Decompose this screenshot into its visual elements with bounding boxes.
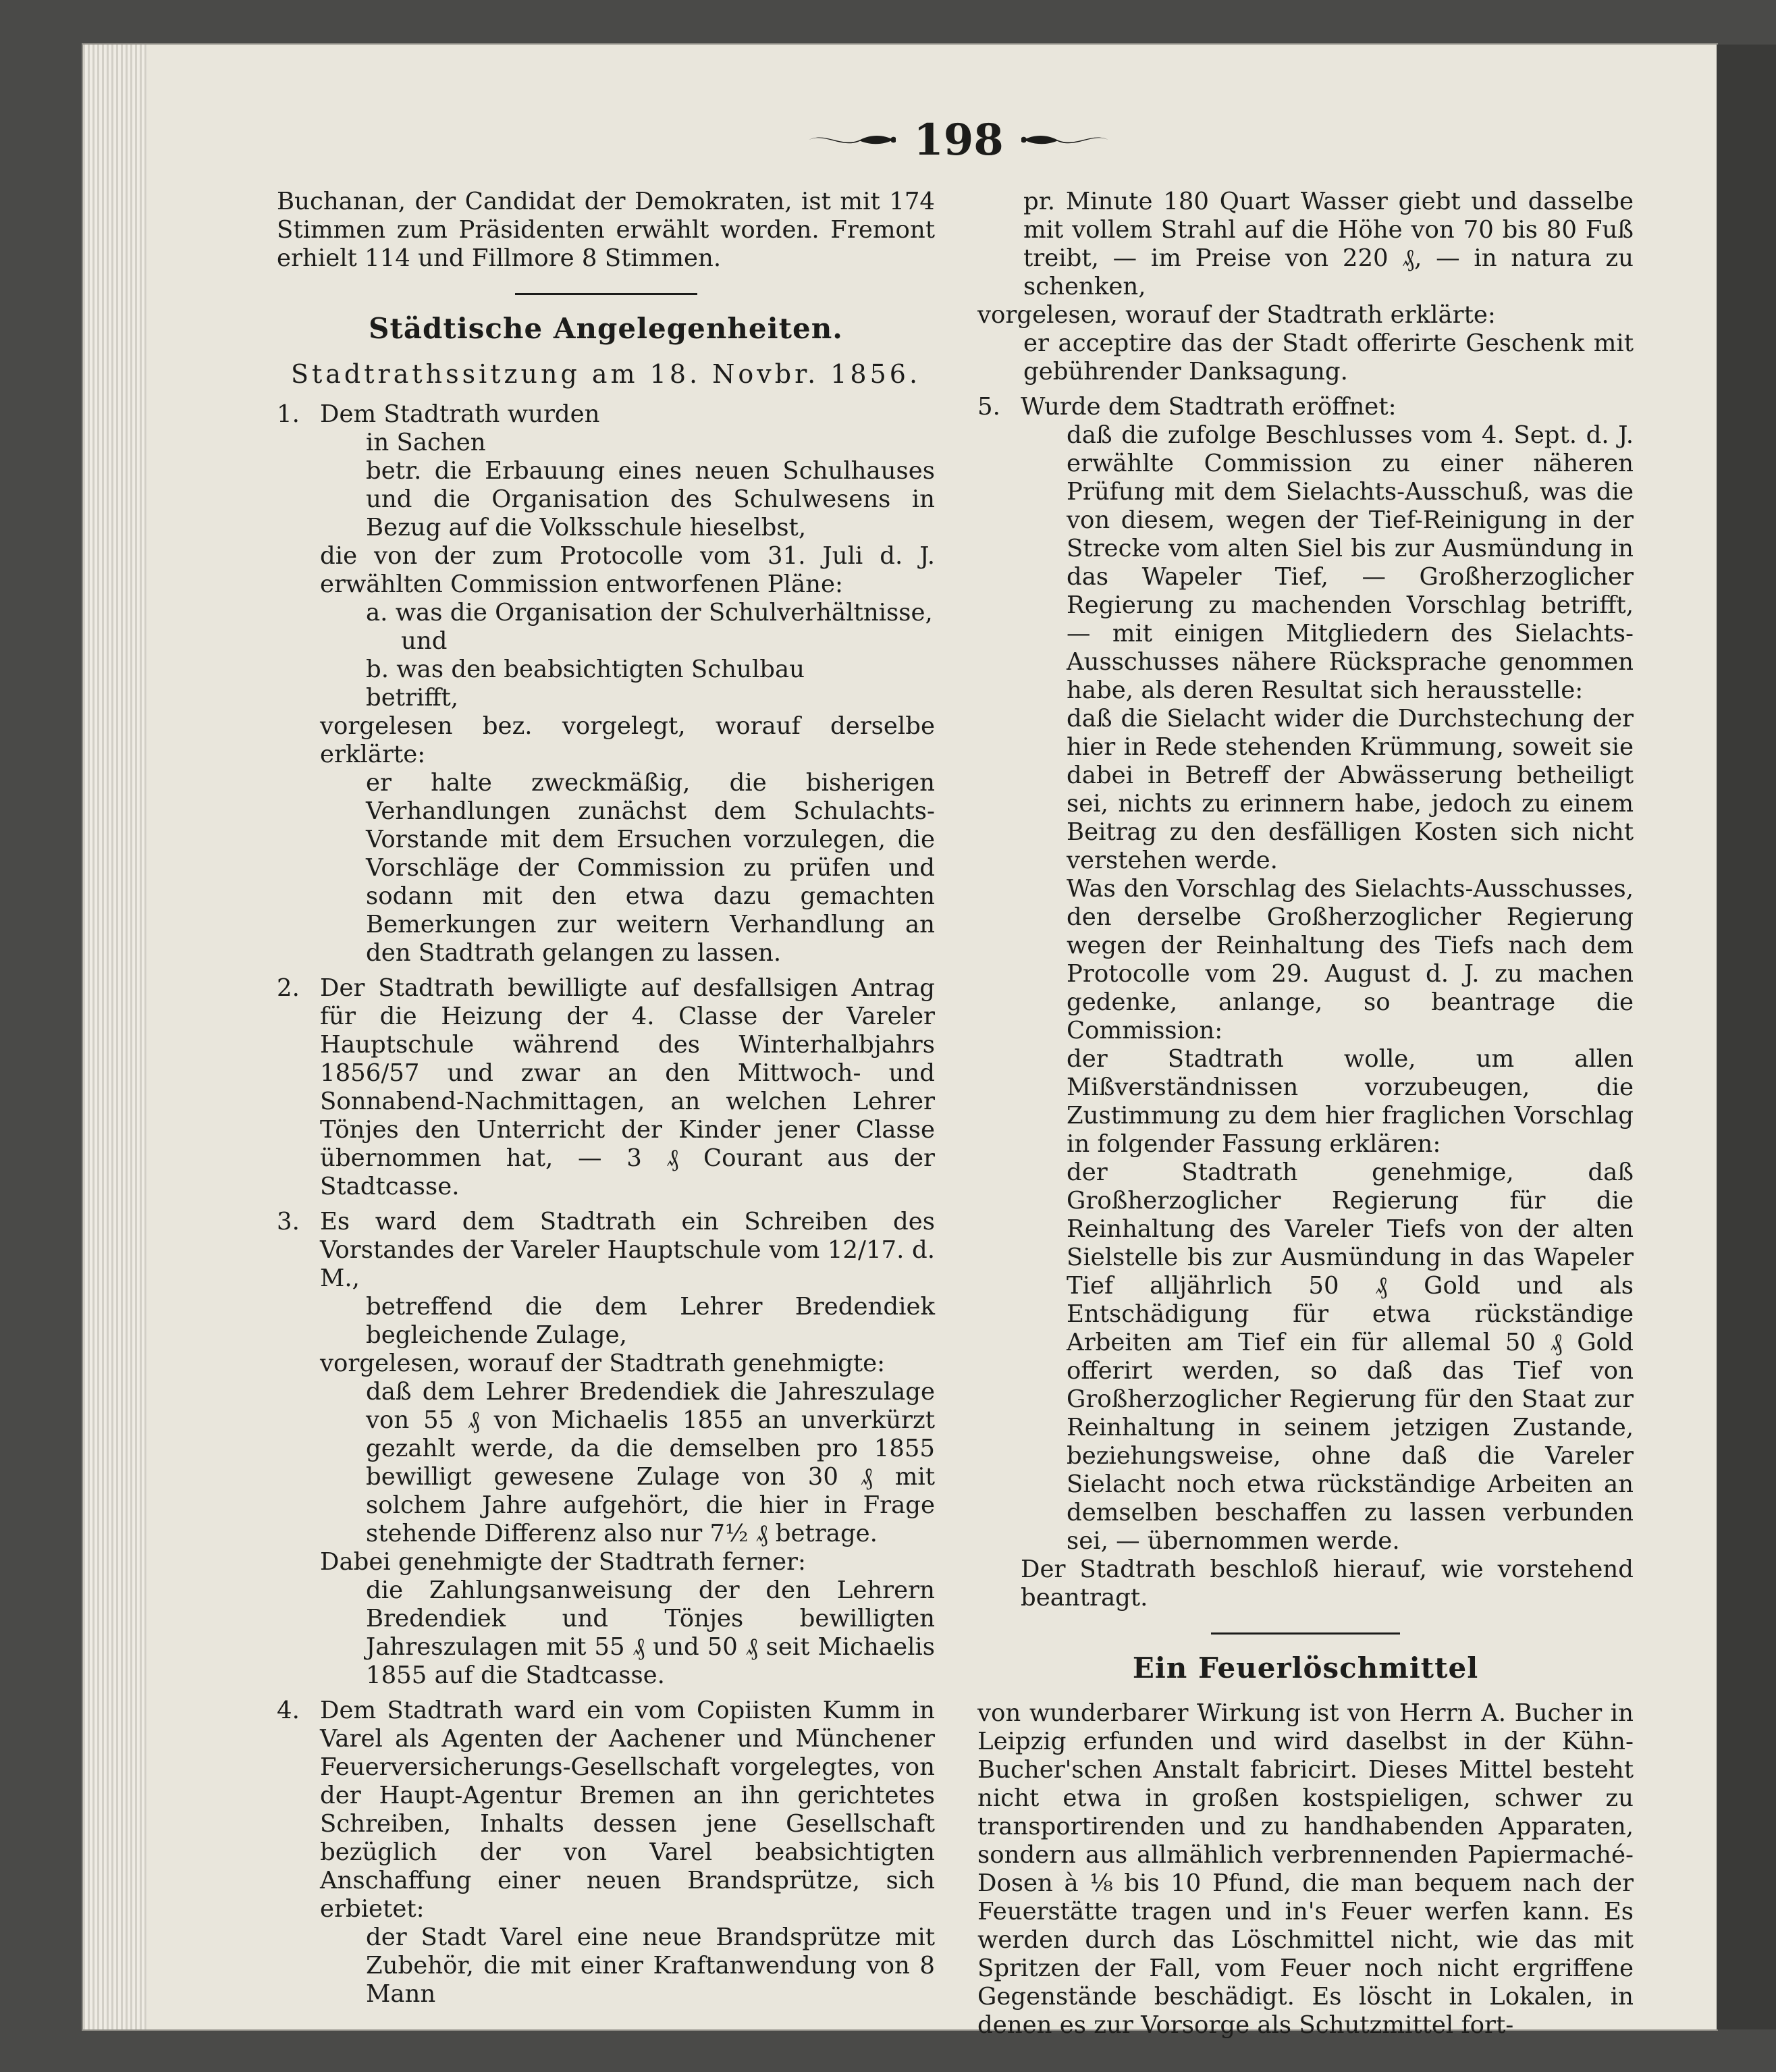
page-header xyxy=(807,116,1110,163)
item-text: die Zahlungsanweisung der den Lehrern Bredendiek und Tönjes bewilligten Jahreszulagen mit 55 ₰ und 50 ₰ seit Michaelis 1855 auf die Stadtcasse. xyxy=(366,1576,935,1689)
item-number: 4. xyxy=(277,1697,300,1724)
divider xyxy=(1211,1632,1400,1635)
item-text: Dabei genehmigte der Stadtrath ferner: xyxy=(320,1548,806,1576)
item-text: betrifft, xyxy=(366,684,459,712)
item-text: Dem Stadtrath wurden xyxy=(320,400,600,428)
item-text: Was den Vorschlag des Sielachts-Ausschusses, den derselbe Großherzoglicher Regierung wegen der Reinhaltung des Tiefs nach dem Protocolle vom 29. August d. J. zu machen gedenke, anlange, so beantrage die Commission: xyxy=(1067,875,1634,1044)
intro-paragraph: Buchanan, der Candidat der Demokraten, ist mit 174 Stimmen zum Präsidenten erwählt worden. Fremont erhielt 114 und Fillmore 8 Stimmen. xyxy=(277,188,935,272)
item-number: 1. xyxy=(277,400,300,428)
right-column xyxy=(977,188,1634,2040)
right-ornament-icon xyxy=(1021,126,1110,153)
item-text: a. was die Organisation der Schulverhältnisse, xyxy=(366,599,933,627)
page-number: 198 xyxy=(913,114,1004,165)
item-number: 5. xyxy=(977,393,1000,421)
list-item-3 xyxy=(277,1208,935,1690)
session-subheading: Stadtrathssitzung am 18. Novbr. 1856. xyxy=(290,359,921,389)
item-text: in Sachen xyxy=(366,429,486,456)
left-ornament-icon xyxy=(807,126,896,153)
item-text: vorgelesen, worauf der Stadtrath genehmigte: xyxy=(320,1350,886,1377)
continued-text: vorgelesen, worauf der Stadtrath erklärte: xyxy=(977,301,1496,329)
item-number: 2. xyxy=(277,974,300,1002)
item-text: b. was den beabsichtigten Schulbau xyxy=(366,656,805,683)
item-text: der Stadtrath genehmige, daß Großherzoglicher Regierung für die Reinhaltung des Vareler Tiefs von der alten Sielstelle bis zur Ausmündung in das Wapeler Tief alljährlich 50 ₰ Gold und als Entschädigung für etwa rückständige Arbeiten am Tief ein für allemal 50 ₰ Gold offerirt werden, so daß das Tief von Großherzoglicher Regierung für den Staat zur Reinhaltung in seinem jetzigen Zustande, beziehungsweise, ohne daß die Vareler Sielacht noch etwa rückständige Arbeiten an demselben beschaffen zu lassen verbunden sei, — übernommen werde. xyxy=(1067,1159,1634,1555)
item-text: Der Stadtrath bewilligte auf desfallsigen Antrag für die Heizung der 4. Classe der Vareler Hauptschule während des Winterhalbjahrs 1856/57 und zwar an den Mittwoch- und Sonnabend-Nachmittagen, an welchen Lehrer Tönjes den Unterricht der Kinder jener Classe übernommen hat, — 3 ₰ Courant aus der Stadtcasse. xyxy=(320,974,935,1200)
list-item-1 xyxy=(277,400,935,967)
article-heading: Ein Feuerlöschmittel xyxy=(1132,1651,1479,1684)
page-edges xyxy=(83,45,147,2029)
continued-text: pr. Minute 180 Quart Wasser giebt und dasselbe mit vollem Strahl auf die Höhe von 70 bis 80 Fuß treibt, — im Preise von 220 ₰, — in natura zu schenken, xyxy=(1023,188,1634,300)
book-shadow xyxy=(1717,45,1776,2029)
item-text: Der Stadtrath beschloß hierauf, wie vorstehend beantragt. xyxy=(1021,1556,1634,1612)
item-text: der Stadtrath wolle, um allen Mißverständnissen vorzubeugen, die Zustimmung zu dem hier fraglichen Vorschlag in folgender Fassung erklären: xyxy=(1067,1045,1634,1158)
item-text: Wurde dem Stadtrath eröffnet: xyxy=(1021,393,1397,421)
continued-text: er acceptire das der Stadt offerirte Geschenk mit gebührender Danksagung. xyxy=(1023,329,1634,386)
article-body: von wunderbarer Wirkung ist von Herrn A. Bucher in Leipzig erfunden und wird daselbst in der Kühn-Bucher'schen Anstalt fabricirt. Dieses Mittel besteht nicht etwa in großen kostspieligen, schwer zu transportirenden und zu handhabenden Apparaten, sondern aus allmählich verbrennenden Papiermaché-Dosen à ⅛ bis 10 Pfund, die man bequem nach der Feuerstätte tragen und in's Feuer werfen kann. Es werden durch das Löschmittel nicht, wie das mit Spritzen der Fall, vom Feuer noch nicht ergriffene Gegenstände beschädigt. Es löscht in Lokalen, in denen es zur Vorsorge als Schutzmittel fort- xyxy=(977,1699,1634,2039)
item-text: die von der zum Protocolle vom 31. Juli d. J. erwählten Commission entworfenen Pläne: xyxy=(320,542,935,598)
left-column xyxy=(277,188,935,2009)
list-item-2 xyxy=(277,974,935,1201)
section-heading: Städtische Angelegenheiten. xyxy=(369,312,843,345)
item-text: Dem Stadtrath ward ein vom Copiisten Kumm in Varel als Agenten der Aachener und Münchener Feuerversicherungs-Gesellschaft vorgelegtes, von der Haupt-Agentur Bremen an ihn gerichtetes Schreiben, Inhalts dessen jene Gesellschaft bezüglich der von Varel beabsichtigten Anschaffung einer neuen Brandsprütze, sich erbietet: xyxy=(320,1697,935,1923)
list-item-5 xyxy=(977,393,1634,1612)
item-text: daß dem Lehrer Bredendiek die Jahreszulage von 55 ₰ von Michaelis 1855 an unverkürzt gezahlt werde, da die demselben pro 1855 bewilligt gewesene Zulage von 30 ₰ mit solchem Jahre aufgehört, die hier in Frage stehende Differenz also nur 7½ ₰ betrage. xyxy=(366,1378,935,1547)
list-item-4 xyxy=(277,1697,935,2009)
item-text: vorgelesen bez. vorgelegt, worauf derselbe erklärte: xyxy=(320,712,935,768)
item-text: daß die zufolge Beschlusses vom 4. Sept. d. J. erwählte Commission zu einer näheren Prüfung mit dem Sielachts-Ausschuß, was die von diesem, wegen der Tief-Reinigung in der Strecke vom alten Siel bis zur Ausmündung in das Wapeler Tief, — Großherzoglicher Regierung zu machenden Vorschlag betrifft, — mit einigen Mitgliedern des Sielachts-Ausschusses nähere Rücksprache genommen habe, als deren Resultat sich herausstelle: xyxy=(1067,421,1634,704)
item-text: er halte zweckmäßig, die bisherigen Verhandlungen zunächst dem Schulachts-Vorstande mit dem Ersuchen vorzulegen, die Vorschläge der Commission zu prüfen und sodann mit den etwa dazu gemachten Bemerkungen zur weitern Verhandlung an den Stadtrath gelangen zu lassen. xyxy=(366,769,935,967)
item-text: betreffend die dem Lehrer Bredendiek begleichende Zulage, xyxy=(366,1293,935,1349)
item-text: daß die Sielacht wider die Durchstechung der hier in Rede stehenden Krümmung, soweit sie dabei in Betreff der Abwässerung betheiligt sei, nichts zu erinnern habe, jedoch zu einem Beitrag zu den desfälligen Kosten sich nicht verstehen werde. xyxy=(1067,705,1634,874)
divider xyxy=(515,293,697,295)
item-text: betr. die Erbauung eines neuen Schulhauses und die Organisation des Schulwesens in Bezug auf die Volksschule hieselbst, xyxy=(366,457,935,541)
item-text: Es ward dem Stadtrath ein Schreiben des Vorstandes der Vareler Hauptschule vom 12/17. d. M., xyxy=(320,1208,935,1292)
item-number: 3. xyxy=(277,1208,300,1236)
item-text: der Stadt Varel eine neue Brandsprütze mit Zubehör, die mit einer Kraftanwendung von 8 Mann xyxy=(366,1923,935,2008)
item-text: und xyxy=(401,627,448,655)
